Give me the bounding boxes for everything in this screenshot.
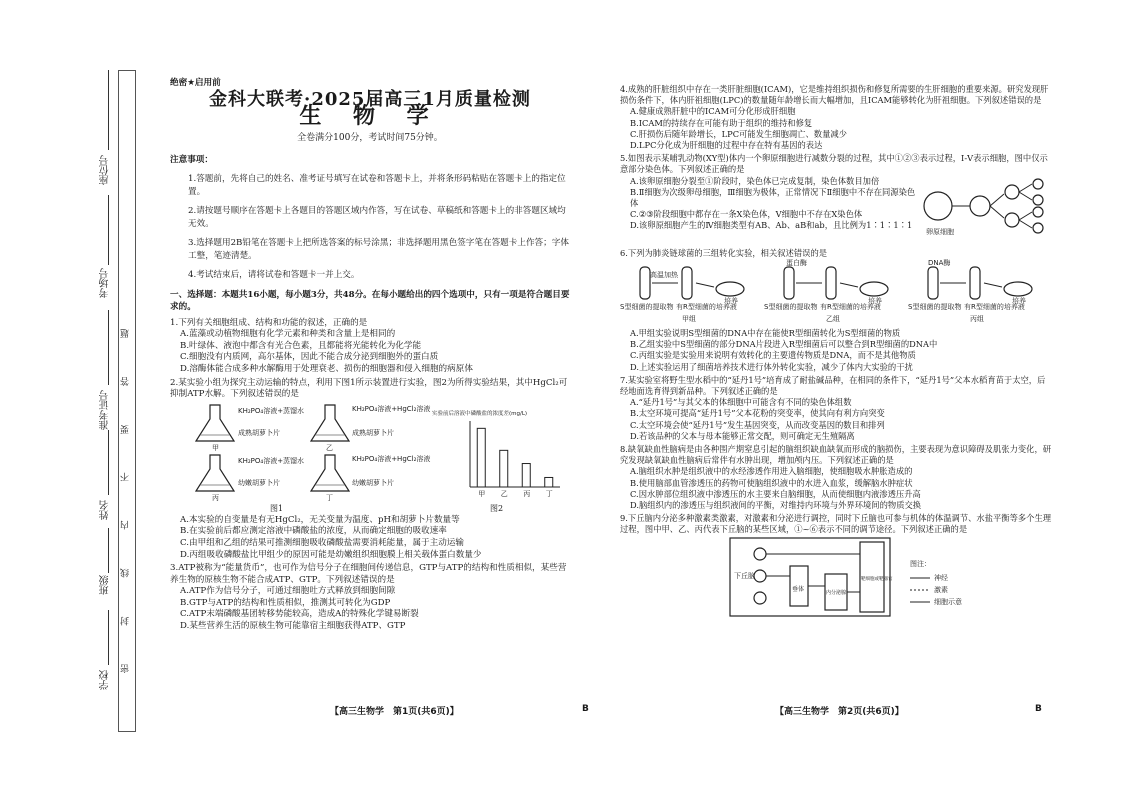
q6-g2-treat: 蛋白酶 <box>786 258 807 267</box>
q9-stem: 9.下丘脑内分泌多种激素类激素，对激素和分泌进行调控，同时下丘脑也可参与机体的体温调节、水盐平衡等多个生理过程，图中甲、乙、丙代表下丘脑的某些区域，①~⑥表示不同的调节途径。下列叙述正确的是 <box>620 513 1052 535</box>
chart-bar <box>477 428 485 487</box>
left-page <box>170 78 570 633</box>
q2-figure-svg <box>170 401 570 503</box>
q6-g2-culture: 培养 <box>868 296 882 305</box>
q5-option: B.Ⅱ细胞为次级卵母细胞，Ⅲ细胞为极体，正常情况下Ⅱ细胞中不存在同源染色体 <box>630 186 916 209</box>
seal-strip <box>118 70 136 732</box>
footer-right-code: B <box>1035 704 1042 714</box>
q9-figure <box>620 536 1050 618</box>
q2-stem: 2.某实验小组为探究主动运输的特点，利用下图1所示装置进行实验，图2为所得实验结果，其中HgCl₂可抑制ATP水解。下列叙述错误的是 <box>170 377 568 400</box>
seat-label: 座位号 <box>100 155 111 185</box>
flask-4 <box>311 455 349 491</box>
q6-g2-extract: S型细菌的提取物 <box>764 302 818 311</box>
q6-stem: 6.下列为肺炎链球菌的三组转化实验，相关叙述错误的是 <box>620 247 828 258</box>
q6-group-1 <box>620 267 744 323</box>
q5-option: D.该卵原细胞产生的Ⅳ细胞类型有AB、Ab、aB和ab，且比例为1∶1∶1∶1 <box>630 220 913 231</box>
q6-g3-name: 丙组 <box>970 314 984 323</box>
q6-g3-extract: S型细菌的提取物 <box>908 302 962 311</box>
subject-title: 生 物 学 <box>299 103 441 130</box>
q3-stem: 3.ATP被称为“能量货币”，也可作为信号分子在细胞间传递信息，GTP与ATP的结构和性质相似，某些营养生物的原核生物不能合成ATP、GTP。下列叙述错误的是 <box>170 563 567 585</box>
q7-option: B.太空环境可提高“延丹1号”父本花粉的突变率，使其向有利方向突变 <box>630 408 885 419</box>
q6-g2-name: 乙组 <box>826 314 840 323</box>
q7-stem: 7.某实验室将野生型水稻中的“延丹1号”培育成了耐盐碱品种，在相同的条件下，“延丹1号”父本水稻育苗于太空，后经地面选育得到新品种。下列叙述正确的是 <box>620 374 1046 397</box>
q6-option: A.甲组实验说明S型细菌的DNA中存在能使R型细菌转化为S型细菌的物质 <box>630 328 901 339</box>
q6-g2-medium: 有R型细菌的培养液 <box>820 302 881 311</box>
q6-g1-medium: 有R型细菌的培养液 <box>676 302 737 311</box>
q5-cell-diagram <box>920 176 1050 246</box>
q5-cell-label: 卵原细胞 <box>926 227 954 236</box>
q5-option: A.该卵原细胞分裂至①阶段时，染色体已完成复制，染色体数目加倍 <box>630 175 880 186</box>
q2-bar-chart <box>470 421 560 498</box>
q6-group-3 <box>908 259 1032 323</box>
q6-figure <box>620 259 1050 325</box>
q8-option: C.因水肿部位组织液中渗透压的水主要来自脑细胞，从而使细胞内液渗透压升高 <box>630 488 921 499</box>
name-label: 姓名 <box>100 500 111 520</box>
q9-legend-1: 神经 <box>934 573 948 582</box>
q9-box3: 靶细胞或靶器官 <box>861 576 893 582</box>
q1-option: B.叶绿体、液泡中都含有光合色素，且都能将光能转化为化学能 <box>180 340 422 351</box>
q2-option: A.本实验的自变量是有无HgCl₂，无关变量为温度、pH和胡萝卜片数量等 <box>180 514 460 525</box>
q4-option: C.肝损伤后随年龄增长，LPC可能发生细胞凋亡、数量减少 <box>630 128 847 139</box>
right-page <box>620 82 1052 621</box>
flask-2-sample: 成熟胡萝卜片 <box>352 428 394 437</box>
flask-2-tag: 乙 <box>326 443 333 452</box>
binding-margin <box>0 30 150 730</box>
flask-3-sample: 幼嫩胡萝卜片 <box>238 478 280 487</box>
fig1-caption: 图1 <box>270 503 284 513</box>
chart-x-tick: 甲 <box>478 489 486 498</box>
exam-meta: 全卷满分100分，考试时间75分钟。 <box>297 132 443 143</box>
fig2-caption: 图2 <box>490 503 504 513</box>
note-item: 1.答题前，先将自己的姓名、准考证号填写在试卷和答题卡上，并将条形码粘贴在答题卡上的指定位置。 <box>188 174 566 198</box>
q6-g1-culture: 培养 <box>724 296 738 305</box>
q4-stem: 4.成熟的肝脏组织中存在一类肝脏细胞(ICAM)，它是维持组织损伤和修复所需要的生肝细胞的重要来源。研究发现肝损伤条件下，体内肝祖细胞(LPC)的数量随年龄增长而大幅增加，且ICAM能够转化为肝祖细胞。下列叙述错误的是 <box>620 84 1049 106</box>
exam-title: 金科大联考·2025届高三1月质量检测 <box>209 88 531 110</box>
flask-3-tag: 丙 <box>212 493 219 502</box>
seal-text: 密 封 线 内 不 要 答 题 <box>121 311 131 674</box>
q6-option: C.丙组实验是实验用来说明有效转化的主要遗传物质是DNA，而不是其他物质 <box>630 350 916 361</box>
q3-option: D.某些营养生活的原核生物可能靠宿主细胞获得ATP、GTP <box>180 621 406 632</box>
notes-heading: 注意事项： <box>170 155 213 166</box>
q9-box1: 垂体 <box>792 585 805 593</box>
q8-option: B.使用脑部血管渗透压的药物可使脑组织液中的水进入血浆，缓解脑水肿症状 <box>630 477 913 488</box>
q2-figure <box>170 401 570 503</box>
q9-legend-3: 细胞示意 <box>934 597 962 606</box>
flask-3-solution: KH₂PO₄溶液+蒸馏水 <box>238 456 305 465</box>
flask-1-solution: KH₂PO₄溶液+蒸馏水 <box>238 406 305 415</box>
q7-option: A.“延丹1号”与其父本的体细胞中可能含有不同的染色体组数 <box>630 397 852 408</box>
q6-g3-treat: DNA酶 <box>928 258 951 267</box>
q6-group-2 <box>764 259 888 323</box>
q6-option: D.上述实验运用了细菌培养技术进行体外转化实验，减少了体内大实验的干扰 <box>630 361 913 372</box>
q8-stem: 8.缺氧缺血性脑病是由各种围产期窒息引起的脑组织缺血缺氧而形成的脑损伤，主要表现为意识障碍及肌张力变化，研究发现缺氧缺血性脑病后常伴有水肿出现，增加颅内压。下列叙述正确的是 <box>620 444 1052 466</box>
footer-left-code: B <box>582 704 589 714</box>
q8-option: D.脑组织内的渗透压与组织液间的平衡，对维持内环境与外界环境间的物质交换 <box>630 500 922 511</box>
q3-option: A.ATP作为信号分子，可通过细胞吐方式释放到细胞间隙 <box>180 586 396 597</box>
q9-legend-2: 激素 <box>934 585 948 594</box>
q1-option: C.细胞没有内质网，高尔基体，因此不能合成分泌到细胞外的蛋白质 <box>180 352 439 363</box>
q7-option: D.若该品种的父本与母本能够正常交配，则可确定无生殖隔离 <box>630 430 855 441</box>
secret-mark: 绝密★启用前 <box>170 78 221 88</box>
q4-option: A.健康成熟肝脏中的ICAM可分化形成肝细胞 <box>630 106 796 117</box>
q4-option: D.LPC分化成为肝细胞的过程中存在特有基因的表达 <box>630 140 823 151</box>
q6-g1-treat: 高温加热 <box>650 270 678 279</box>
q5-option: C.②③阶段细胞中都存在一条X染色体，Ⅴ细胞中不存在X染色体 <box>630 209 863 220</box>
class-label: 班级 <box>100 575 111 595</box>
exam-id-label: 准考证号 <box>100 390 111 430</box>
flask-1-tag: 甲 <box>212 443 219 452</box>
q8-option: A.脑组织水肿是组织液中的水经渗透作用进入脑细胞，使细胞吸水肿胀造成的 <box>630 466 913 477</box>
note-item: 4.考试结束后，请将试卷和答题卡一并上交。 <box>188 270 360 281</box>
footer-right: 【高三生物学 第2页(共6页)】 <box>775 707 904 717</box>
q9-hypothalamus: 下丘脑 <box>734 571 755 580</box>
q6-g1-name: 甲组 <box>682 314 696 323</box>
school-label: 学校 <box>100 670 111 690</box>
q6-option: B.乙组实验中S型细菌的部分DNA片段进入R型细菌后可以整合到R型细菌的DNA中 <box>630 339 938 350</box>
q1-option: A.蓝藻或动植物细胞有化学元素和种类和含量上是相同的 <box>180 329 396 340</box>
flask-4-sample: 幼嫩胡萝卜片 <box>352 478 394 487</box>
chart-bar <box>545 477 553 487</box>
flask-1-sample: 成熟胡萝卜片 <box>238 428 280 437</box>
flask-4-tag: 丁 <box>326 493 333 502</box>
footer-left: 【高三生物学 第1页(共6页)】 <box>330 707 459 717</box>
q1-stem: 1.下列有关细胞组成、结构和功能的叙述，正确的是 <box>170 317 368 328</box>
section-heading: 一、选择题：本题共16小题，每小题3分，共48分。在每小题给出的四个选项中，只有一项是符合题目要求的。 <box>170 290 570 312</box>
q2-option: B.在实验前后都应测定溶液中磷酸盐的浓度，从而确定细胞的吸收速率 <box>180 526 447 537</box>
q4-option: B.ICAM的持续存在可能有助于组织的维持和修复 <box>630 117 813 128</box>
q3-option: C.ATP末端磷酸基团转移势能较高，造成A的特殊化学键易断裂 <box>180 609 419 620</box>
chart-bar <box>522 463 530 486</box>
q3-option: B.GTP与ATP的结构和性质相似，推测其可转化为GDP <box>180 597 391 608</box>
chart-x-tick: 乙 <box>500 489 508 498</box>
chart-x-tick: 丙 <box>523 489 531 498</box>
flask-2-solution: KH₂PO₄溶液+HgCl₂溶液 <box>352 404 431 413</box>
q2-option: C.由甲组和乙组的结果可推测细胞吸收磷酸盐需要消耗能量，属于主动运输 <box>180 537 465 548</box>
q6-g3-culture: 培养 <box>1012 296 1026 305</box>
q6-g1-extract: S型细菌的提取物 <box>620 302 674 311</box>
q7-option: C.太空环境会使“延丹1号”发生基因突变，从而改变基因的数目和排列 <box>630 419 885 430</box>
notes <box>170 154 570 282</box>
chart-x-tick: 丁 <box>545 489 553 498</box>
q2-option: D.丙组吸收磷酸盐比甲组少的原因可能是幼嫩组织细胞膜上相关载体蛋白数量少 <box>180 549 482 560</box>
q1-option: D.溶酶体能合成多种水解酶用于处理衰老、损伤的细胞器和侵入细胞的病原体 <box>180 363 473 374</box>
q9-legend-title: 图注： <box>910 559 931 568</box>
note-item: 3.选择题用2B铅笔在答题卡上把所选答案的标号涂黑；非选择题用黑色签字笔在答题卡上作答；字体工整，笔迹清楚。 <box>188 238 569 262</box>
q6-g3-medium: 有R型细菌的培养液 <box>964 302 1025 311</box>
flask-1 <box>196 405 234 441</box>
chart-bar <box>500 450 508 487</box>
room-label: 考场号 <box>100 268 111 298</box>
chart-ylabel: 实验前后溶液中磷酸盐的浓度差(mg/L) <box>432 410 528 417</box>
flask-4-solution: KH₂PO₄溶液+HgCl₂溶液 <box>352 454 431 463</box>
note-item: 2.请按题号顺序在答题卡上各题目的答题区域内作答，写在试卷、草稿纸和答题卡上的非答题区域均无效。 <box>188 206 566 230</box>
flask-2 <box>311 405 349 441</box>
q9-box2: 内分泌腺 <box>826 589 847 596</box>
flask-3 <box>196 455 234 491</box>
q5-stem: 5.如图表示某哺乳动物(XY型)体内一个卵原细胞进行减数分裂的过程，其中①②③表示过程，Ⅰ-Ⅴ表示细胞，图中仅示意部分染色体。下列叙述正确的是 <box>620 153 1048 175</box>
